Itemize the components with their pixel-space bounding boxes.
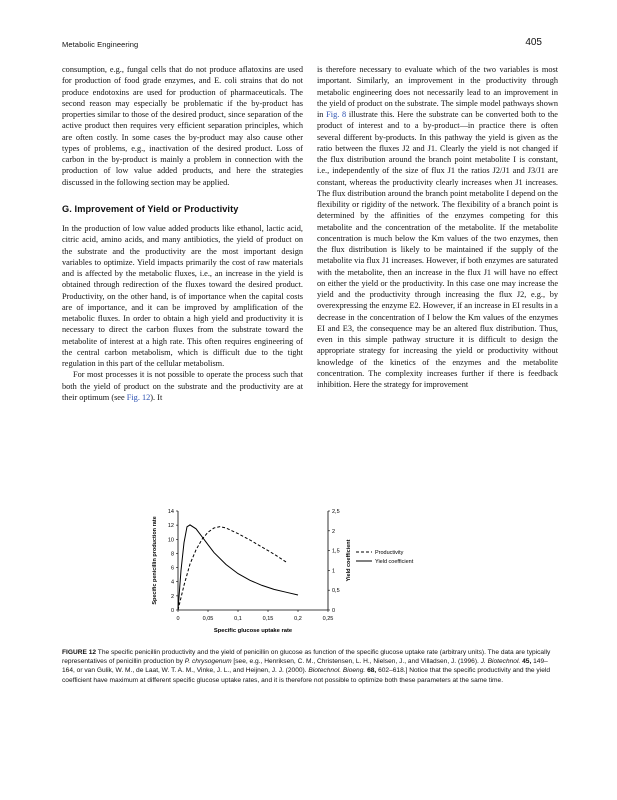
right-paragraph-1b: illustrate this. Here the substrate can be converted both to the product of interest and to a by-product—in practice there is often several different by-products. In this pathway the yield is given as the ratio between the fluxes J2 and J1. Clearly the yield is not changed if the flux distribution around the branch point metabolite I is constant, i.e., independently of the size of flux J1 the ratios J2/J1 and J3/J1 are constant, whereas the productivity clearly increases when J1 increases. The flux distribution around the branch point metabolite I depend on the flexibility or rigidity of the network. The flexibility of a branch point is determined by the affinities of the enzymes competing for this metabolite and the concentration of the metabolite. If the metabolite concentration is much below the Km values of the two enzymes, then the flux distribution is likely to be maintained if the supply of the metabolite via flux J1 increases. However, if both enzymes are saturated with the metabolite, then an increase in the flux J1 will have no effect on either the yield or the productivity. In this case one may increase the yield and the productivity through increasing the flux J2, e.g., by overexpressing the enzyme E2. However, if an increase in EI results in a decrease in the concentration of I below the Km values of the enzymes EI and E3, the consequence may be an altered flux distribution. Thus, even in this simple pathway structure it is difficult to design the appropriate strategy for increasing the yield or productivity without knowledge of the kinetics of the enzymes and the metabolite concentration. The complexity increases further if there is feedback inhibition. Here the strategy for improvement [317, 110, 558, 389]
x-tick-label: 0,25 [322, 616, 334, 622]
caption-journal-2: Biotechnol. Bioeng. [308, 667, 366, 675]
right-column [317, 64, 558, 390]
caption-part-d: 602–618.] Notice that the specific productivity and the yield coefficient have maximum at different specific glucose uptake rates, and it is therefore not possible to optimize both these parameters at the same time. [62, 667, 550, 684]
legend-label: Yield coefficient [375, 559, 414, 565]
caption-part-b: [see, e.g., Henriksen, C. M., Christensen, L. H., Nielsen, J., and Villadsen, J. (1996). [231, 658, 481, 666]
series-line-productivity [178, 527, 286, 610]
caption-volume-1: 45, [522, 658, 532, 666]
y-left-tick-label: 8 [170, 551, 174, 558]
right-paragraph-1 [317, 64, 558, 390]
x-tick-label: 0,15 [262, 616, 274, 622]
y-right-tick-label: 2 [332, 528, 336, 535]
y-left-tick-label: 4 [170, 579, 174, 586]
left-paragraph-3-end: ). It [150, 392, 163, 402]
y-left-tick-label: 6 [170, 565, 174, 572]
y-right-tick-label: 1,5 [332, 548, 340, 555]
series-line-yield-coefficient [178, 525, 298, 610]
x-tick-label: 0,05 [202, 616, 214, 622]
right-paragraph-1a: is therefore necessary to evaluate which of the two variables is most important. Similarly, an improvement in the productivity through metabolic engineering does not necessarily lead to an improvement in the yield of product on the substrate. The simple model pathways shown in [317, 65, 558, 119]
caption-part-c: 149–164, or van Gulik, W. M., de Laat, W. T. A. M., Vinke, J. L., and Heijnen, J. J. (2000). [62, 658, 548, 675]
caption-volume-2: 68, [367, 667, 377, 675]
figure-8-link[interactable]: Fig. 8 [326, 110, 347, 119]
left-paragraph-1: consumption, e.g., fungal cells that do not produce aflatoxins are used for production of food grade enzymes, and E. coli strains that do not produce endotoxins are used for production of pharmaceuticals. The second reason may especially be problematic if the by-product has properties similar to those of the desired product, since separation of the active product then requires very efficient separation principles, which are often costly. In some cases the by-product may also cause other types of problems, e.g., inactivation of the desired product. Loss of carbon in the by-product is mainly a problem in connection with the production of low value added products, and here the strategies discussed in the following section may be applied. [62, 65, 303, 187]
left-paragraph-3-text: For most processes it is not possible to operate the process such that both the yield of product on the substrate and the productivity are at their optimum (see [62, 370, 303, 402]
y-right-tick-label: 2,5 [332, 509, 340, 515]
caption-species: P. chrysogenum [184, 658, 232, 666]
x-axis-title: Specific glucose uptake rate [213, 628, 293, 634]
left-column [62, 64, 303, 403]
x-tick-label: 0,1 [234, 616, 242, 622]
y-right-tick-label: 0,5 [332, 588, 340, 595]
left-paragraph-3 [62, 369, 303, 403]
figure-caption [62, 648, 559, 685]
x-tick-label: 0,2 [294, 616, 302, 622]
x-tick-label: 0 [176, 616, 180, 622]
caption-journal-1: J. Biotechnol. [480, 658, 521, 666]
caption-part-a: The specific penicillin productivity and the yield of penicillin on glucose as function of the specific glucose uptake rate (arbitrary units). The data are typically representatives of penicillin production by [62, 649, 551, 666]
legend-label: Productivity [375, 550, 404, 556]
figure-label: FIGURE 12 [62, 649, 97, 656]
y-right-tick-label: 1 [332, 568, 336, 575]
left-paragraph-2: In the production of low value added products like ethanol, lactic acid, citric acid, amino acids, and many antibiotics, the yield of product on the substrate and the productivity are the most important design variables to optimize. Yield impacts primarily the cost of raw materials and is affected by the metabolic fluxes, i.e., an increase in the yield is obtained through redirection of the fluxes toward the desired product. Productivity, on the other hand, is of importance when the capital costs are of importance, and it can be improved by amplification of the metabolic fluxes. In order to obtain a high yield and productivity it is necessary to direct the carbon fluxes from the substrate toward the metabolite of interest at a high rate. This often requires engineering of the central carbon metabolism, which is difficult due to the tight regulation in this part of the cellular metabolism. [62, 224, 303, 368]
chart-svg [150, 505, 414, 640]
section-heading: G. Improvement of Yield or Productivity [62, 203, 239, 214]
running-head: Metabolic Engineering [62, 40, 139, 49]
figure-12-chart [150, 505, 414, 640]
page-number: 405 [525, 37, 542, 48]
y-left-tick-label: 14 [167, 509, 174, 515]
y-left-tick-label: 12 [167, 523, 174, 530]
figure-12-link[interactable]: Fig. 12 [126, 392, 151, 402]
y-right-tick-label: 0 [332, 608, 336, 614]
y-left-tick-label: 10 [167, 537, 174, 544]
y-left-tick-label: 2 [170, 593, 174, 600]
y-left-tick-label: 0 [170, 608, 174, 614]
y-right-axis-title: Yield coefficient [346, 539, 352, 582]
y-left-axis-title: Specific penicillin production rate [152, 516, 158, 605]
